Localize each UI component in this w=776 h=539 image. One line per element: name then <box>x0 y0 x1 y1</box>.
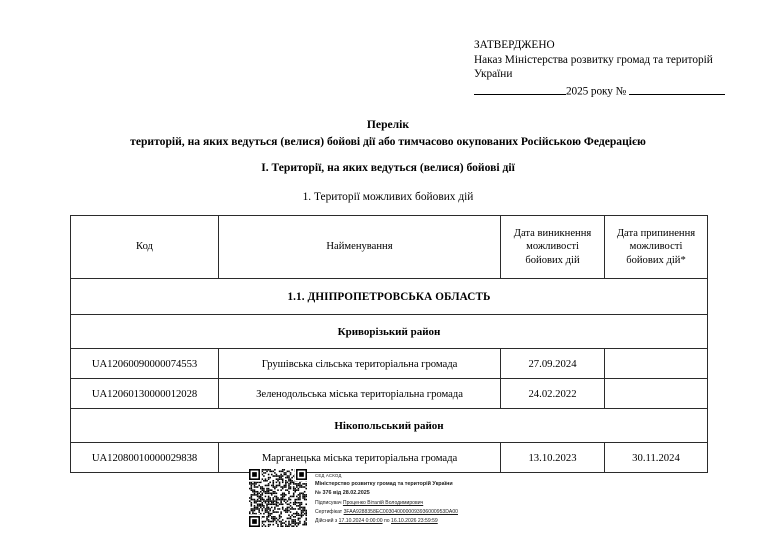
signature-validity-row <box>315 517 458 526</box>
table-body <box>71 279 708 473</box>
signature-certificate-row <box>315 508 458 517</box>
district-label: Нікопольський район <box>71 409 708 443</box>
qr-code-icon <box>249 469 307 527</box>
title-line-1: Перелік <box>366 118 410 131</box>
cell-end-date <box>605 349 708 379</box>
cell-end-date <box>605 379 708 409</box>
table-header-row <box>71 216 708 279</box>
cell-start-date: 24.02.2022 <box>501 379 605 409</box>
header-start-date-line-3: бойових дій <box>525 254 580 266</box>
validity-from: 17.10.2024 0:00:00 <box>338 518 383 525</box>
validity-label: Дійсний з <box>315 518 338 525</box>
table-header <box>71 216 708 279</box>
document-title <box>0 117 776 151</box>
header-name: Найменування <box>219 216 501 279</box>
digital-signature-stamp <box>249 469 458 527</box>
header-end-date-line-1: Дата припинення <box>616 227 696 239</box>
cell-name: Зеленодольська міська територіальна громада <box>219 379 501 409</box>
territories-table <box>70 215 708 473</box>
signature-signer-row <box>315 499 458 508</box>
header-start-date-line-1: Дата виникнення <box>513 227 592 239</box>
cell-start-date: 27.09.2024 <box>501 349 605 379</box>
header-end-date-line-2: можливості <box>629 241 683 253</box>
certificate-value: 3FAA9288358EC0030400000093936000953DA00 <box>343 509 458 516</box>
cell-code: UA12060090000074553 <box>71 349 219 379</box>
cell-name: Грушівська сільська територіальна громада <box>219 349 501 379</box>
title-line-2: територій, на яких ведуться (велися) бойові дії або тимчасово окупованих Російською Федерацією <box>130 134 646 148</box>
subsection-heading: 1. Території можливих бойових дій <box>302 191 474 203</box>
cell-code: UA12060130000012028 <box>71 379 219 409</box>
approval-year-text: 2025 року № <box>566 85 627 98</box>
cell-code: UA12080010000029838 <box>71 443 219 473</box>
signature-details <box>315 469 458 526</box>
header-end-date-line-3: бойових дій* <box>626 254 686 266</box>
signer-label: Підписувач <box>315 500 342 507</box>
table-row-district <box>71 409 708 443</box>
cell-start-date: 13.10.2023 <box>501 443 605 473</box>
number-blank-field <box>629 84 725 95</box>
table-row <box>71 379 708 409</box>
table-row-district <box>71 315 708 349</box>
cell-end-date: 30.11.2024 <box>605 443 708 473</box>
district-label: Криворізький район <box>71 315 708 349</box>
approval-block <box>474 38 754 99</box>
header-start-date <box>501 216 605 279</box>
region-label: 1.1. ДНІПРОПЕТРОВСЬКА ОБЛАСТЬ <box>71 279 708 315</box>
section-heading: І. Території, на яких ведуться (велися) бойові дії <box>261 161 515 174</box>
signature-system: СЕД АСКОД <box>315 473 342 478</box>
header-end-date <box>605 216 708 279</box>
header-code: Код <box>71 216 219 279</box>
cell-name: Марганецька міська територіальна громада <box>219 443 501 473</box>
validity-mid: по <box>383 518 390 525</box>
territories-table-container <box>70 215 707 473</box>
approval-heading: ЗАТВЕРДЖЕНО <box>474 39 555 51</box>
signer-name: Проценко Віталій Володимирович <box>342 500 424 507</box>
table-row <box>71 349 708 379</box>
approval-date-line <box>474 84 754 99</box>
signature-organization: Міністерство розвитку громад та територій України <box>315 480 453 487</box>
header-start-date-line-2: можливості <box>526 241 579 253</box>
table-row-region <box>71 279 708 315</box>
table-row <box>71 443 708 473</box>
date-blank-field <box>474 84 566 95</box>
validity-to: 16.10.2026 23:59:59 <box>391 518 438 525</box>
signature-document-number: № 376 від 28.02.2025 <box>315 490 370 497</box>
certificate-label: Сертифікат <box>315 509 343 516</box>
approval-order-line: Наказ Міністерства розвитку громад та територій України <box>474 53 713 81</box>
